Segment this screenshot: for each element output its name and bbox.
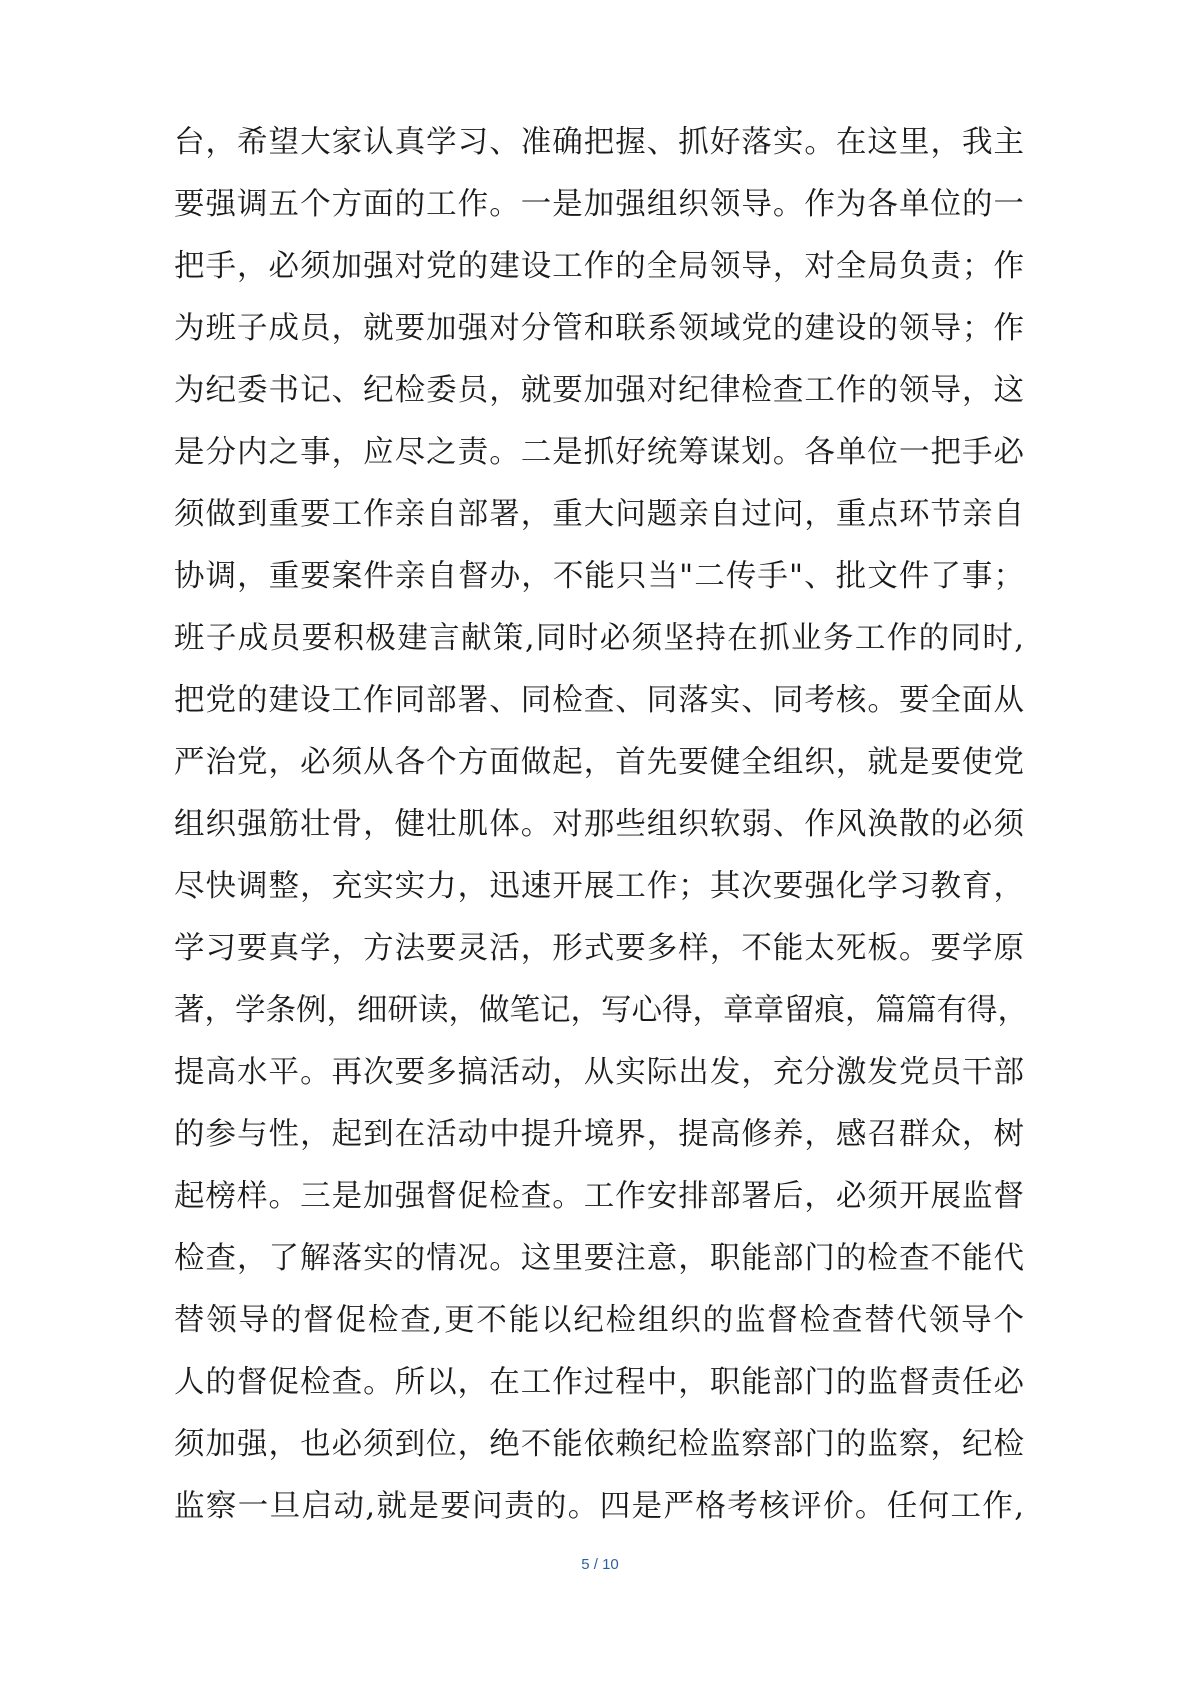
text-line: 为班子成员，就要加强对分管和联系领域党的建设的领导；作 bbox=[174, 311, 1024, 346]
text-line: 检查，了解落实的情况。这里要注意，职能部门的检查不能代 bbox=[174, 1241, 1024, 1276]
text-line: 替领导的督促检查,更不能以纪检组织的监督检查替代领导个 bbox=[174, 1303, 1024, 1338]
text-line: 是分内之事，应尽之责。二是抓好统筹谋划。各单位一把手必 bbox=[174, 435, 1024, 470]
text-line: 为纪委书记、纪检委员，就要加强对纪律检查工作的领导，这 bbox=[174, 373, 1024, 408]
text-line: 监察一旦启动,就是要问责的。四是严格考核评价。任何工作, bbox=[174, 1489, 1024, 1524]
text-line: 要强调五个方面的工作。一是加强组织领导。作为各单位的一 bbox=[174, 187, 1024, 222]
text-line: 把党的建设工作同部署、同检查、同落实、同考核。要全面从 bbox=[174, 683, 1024, 718]
text-line: 组织强筋壮骨，健壮肌体。对那些组织软弱、作风涣散的必须 bbox=[174, 807, 1024, 842]
text-line: 班子成员要积极建言献策,同时必须坚持在抓业务工作的同时, bbox=[174, 621, 1024, 656]
text-line: 学习要真学，方法要灵活，形式要多样，不能太死板。要学原 bbox=[174, 931, 1024, 966]
text-line: 尽快调整，充实实力，迅速开展工作；其次要强化学习教育， bbox=[174, 869, 1024, 904]
text-line: 起榜样。三是加强督促检查。工作安排部署后，必须开展监督 bbox=[174, 1179, 1024, 1214]
text-line: 的参与性，起到在活动中提升境界，提高修养，感召群众，树 bbox=[174, 1117, 1024, 1152]
page-number: 5 / 10 bbox=[581, 1556, 619, 1573]
text-line: 协调，重要案件亲自督办，不能只当"二传手"、批文件了事； bbox=[174, 559, 1024, 594]
text-line: 把手，必须加强对党的建设工作的全局领导，对全局负责；作 bbox=[174, 249, 1024, 284]
text-line: 人的督促检查。所以，在工作过程中，职能部门的监督责任必 bbox=[174, 1365, 1024, 1400]
text-line: 严治党，必须从各个方面做起，首先要健全组织，就是要使党 bbox=[174, 745, 1024, 780]
text-line: 提高水平。再次要多搞活动，从实际出发，充分激发党员干部 bbox=[174, 1055, 1024, 1090]
text-line: 须加强，也必须到位，绝不能依赖纪检监察部门的监察，纪检 bbox=[174, 1427, 1024, 1462]
body-text bbox=[174, 112, 1028, 1538]
text-line: 须做到重要工作亲自部署，重大问题亲自过问，重点环节亲自 bbox=[174, 497, 1024, 532]
text-line: 台，希望大家认真学习、准确把握、抓好落实。在这里，我主 bbox=[174, 125, 1024, 160]
text-line: 著，学条例，细研读，做笔记，写心得，章章留痕，篇篇有得， bbox=[174, 993, 1028, 1028]
